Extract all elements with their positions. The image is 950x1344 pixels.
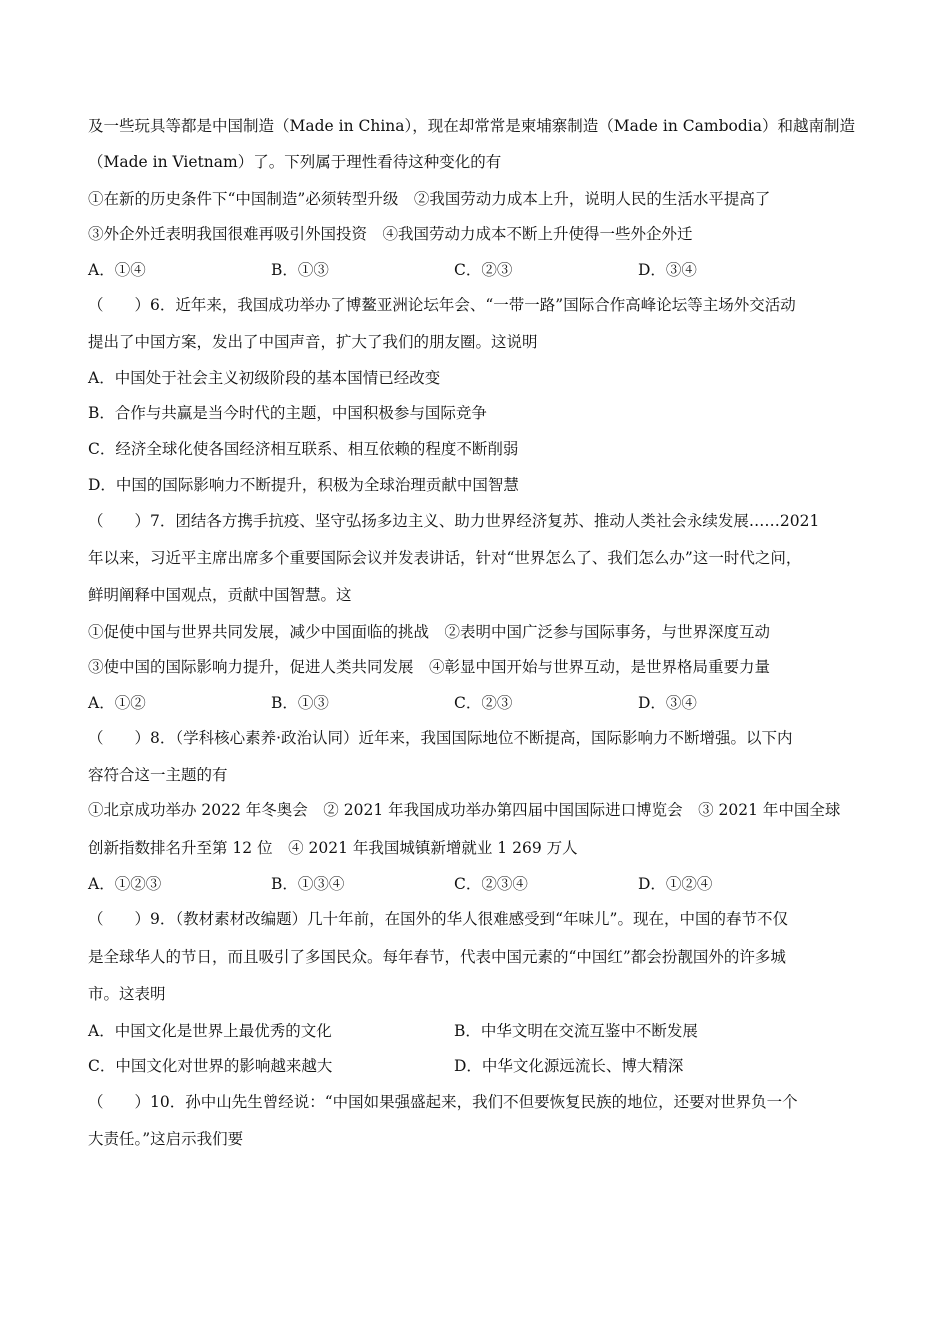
q9-stem-line-3: 市。这表明 bbox=[88, 985, 166, 1003]
q8-option-a[interactable]: A．①②③ bbox=[88, 875, 162, 893]
q8-option-d[interactable]: D．①②④ bbox=[638, 875, 713, 893]
q9-stem-line-2: 是全球华人的节日，而且吸引了多国民众。每年春节，代表中国元素的“中国红”都会扮靓国外的许多城 bbox=[88, 948, 786, 966]
q8-option-c[interactable]: C．②③④ bbox=[454, 875, 528, 893]
q5-option-c[interactable]: C．②③ bbox=[454, 261, 513, 279]
q7-items-line-1: ①促使中国与世界共同发展，减少中国面临的挑战 ②表明中国广泛参与国际事务，与世界深度互动 bbox=[88, 623, 771, 641]
q8-items-line-2: 创新指数排名升至第 12 位 ④ 2021 年我国城镇新增就业 1 269 万人 bbox=[88, 839, 578, 857]
q8-items-line-1: ①北京成功举办 2022 年冬奥会 ② 2021 年我国成功举办第四届中国国际进口博览会 ③ 2021 年中国全球 bbox=[88, 801, 841, 819]
q7-stem-line-1: （ ）7．团结各方携手抗疫、坚守弘扬多边主义、助力世界经济复苏、推动人类社会永续发展……2021 bbox=[88, 512, 820, 530]
q9-option-c[interactable]: C．中国文化对世界的影响越来越大 bbox=[88, 1057, 333, 1075]
q5-stem-line-2: （Made in Vietnam）了。下列属于理性看待这种变化的有 bbox=[88, 153, 502, 171]
q6-stem-line-1: （ ）6．近年来，我国成功举办了博鳌亚洲论坛年会、“一带一路”国际合作高峰论坛等主场外交活动 bbox=[88, 296, 796, 314]
q8-option-b[interactable]: B．①③④ bbox=[271, 875, 345, 893]
q9-option-b[interactable]: B．中华文明在交流互鉴中不断发展 bbox=[454, 1022, 698, 1040]
q8-stem-line-1: （ ）8．（学科核心素养·政治认同）近年来，我国国际地位不断提高，国际影响力不断增强。以下内 bbox=[88, 729, 793, 747]
q7-stem-line-3: 鲜明阐释中国观点，贡献中国智慧。这 bbox=[88, 586, 352, 604]
q5-items-line-2: ③外企外迁表明我国很难再吸引外国投资 ④我国劳动力成本不断上升使得一些外企外迁 bbox=[88, 225, 693, 243]
q8-stem-line-2: 容符合这一主题的有 bbox=[88, 766, 228, 784]
q8-options bbox=[88, 874, 888, 894]
q7-option-c[interactable]: C．②③ bbox=[454, 694, 513, 712]
q10-stem-line-1: （ ）10．孙中山先生曾经说：“中国如果强盛起来，我们不但要恢复民族的地位，还要对世界负一个 bbox=[88, 1093, 798, 1111]
q7-stem-line-2: 年以来，习近平主席出席多个重要国际会议并发表讲话，针对“世界怎么了、我们怎么办”这一时代之问， bbox=[88, 549, 802, 567]
q5-options bbox=[88, 260, 888, 280]
q7-option-b[interactable]: B．①③ bbox=[271, 694, 329, 712]
q9-stem-line-1: （ ）9．（教材素材改编题）几十年前，在国外的华人很难感受到“年味儿”。现在，中国的春节不仅 bbox=[88, 910, 788, 928]
q9-option-d[interactable]: D．中华文化源远流长、博大精深 bbox=[454, 1057, 684, 1075]
q5-option-a[interactable]: A．①④ bbox=[88, 261, 146, 279]
q6-option-b[interactable]: B．合作与共赢是当今时代的主题，中国积极参与国际竞争 bbox=[88, 404, 487, 422]
q6-stem-line-2: 提出了中国方案，发出了中国声音，扩大了我们的朋友圈。这说明 bbox=[88, 333, 538, 351]
q7-option-d[interactable]: D．③④ bbox=[638, 694, 697, 712]
q6-option-d[interactable]: D．中国的国际影响力不断提升，积极为全球治理贡献中国智慧 bbox=[88, 476, 519, 494]
q10-stem-line-2: 大责任。”这启示我们要 bbox=[88, 1130, 244, 1148]
q9-options-row-2 bbox=[88, 1056, 888, 1076]
q9-options-row-1 bbox=[88, 1021, 888, 1041]
q6-option-a[interactable]: A．中国处于社会主义初级阶段的基本国情已经改变 bbox=[88, 369, 441, 387]
q7-option-a[interactable]: A．①② bbox=[88, 694, 146, 712]
q7-items-line-2: ③使中国的国际影响力提升，促进人类共同发展 ④彰显中国开始与世界互动，是世界格局重要力量 bbox=[88, 658, 771, 676]
q5-option-b[interactable]: B．①③ bbox=[271, 261, 329, 279]
q5-stem-line-1: 及一些玩具等都是中国制造（Made in China），现在却常常是柬埔寨制造（Made in Cambodia）和越南制造 bbox=[88, 117, 855, 135]
q9-option-a[interactable]: A．中国文化是世界上最优秀的文化 bbox=[88, 1022, 332, 1040]
q7-options bbox=[88, 693, 888, 713]
q5-option-d[interactable]: D．③④ bbox=[638, 261, 697, 279]
q6-option-c[interactable]: C．经济全球化使各国经济相互联系、相互依赖的程度不断削弱 bbox=[88, 440, 519, 458]
q5-items-line-1: ①在新的历史条件下“中国制造”必须转型升级 ②我国劳动力成本上升，说明人民的生活水平提高了 bbox=[88, 190, 771, 208]
